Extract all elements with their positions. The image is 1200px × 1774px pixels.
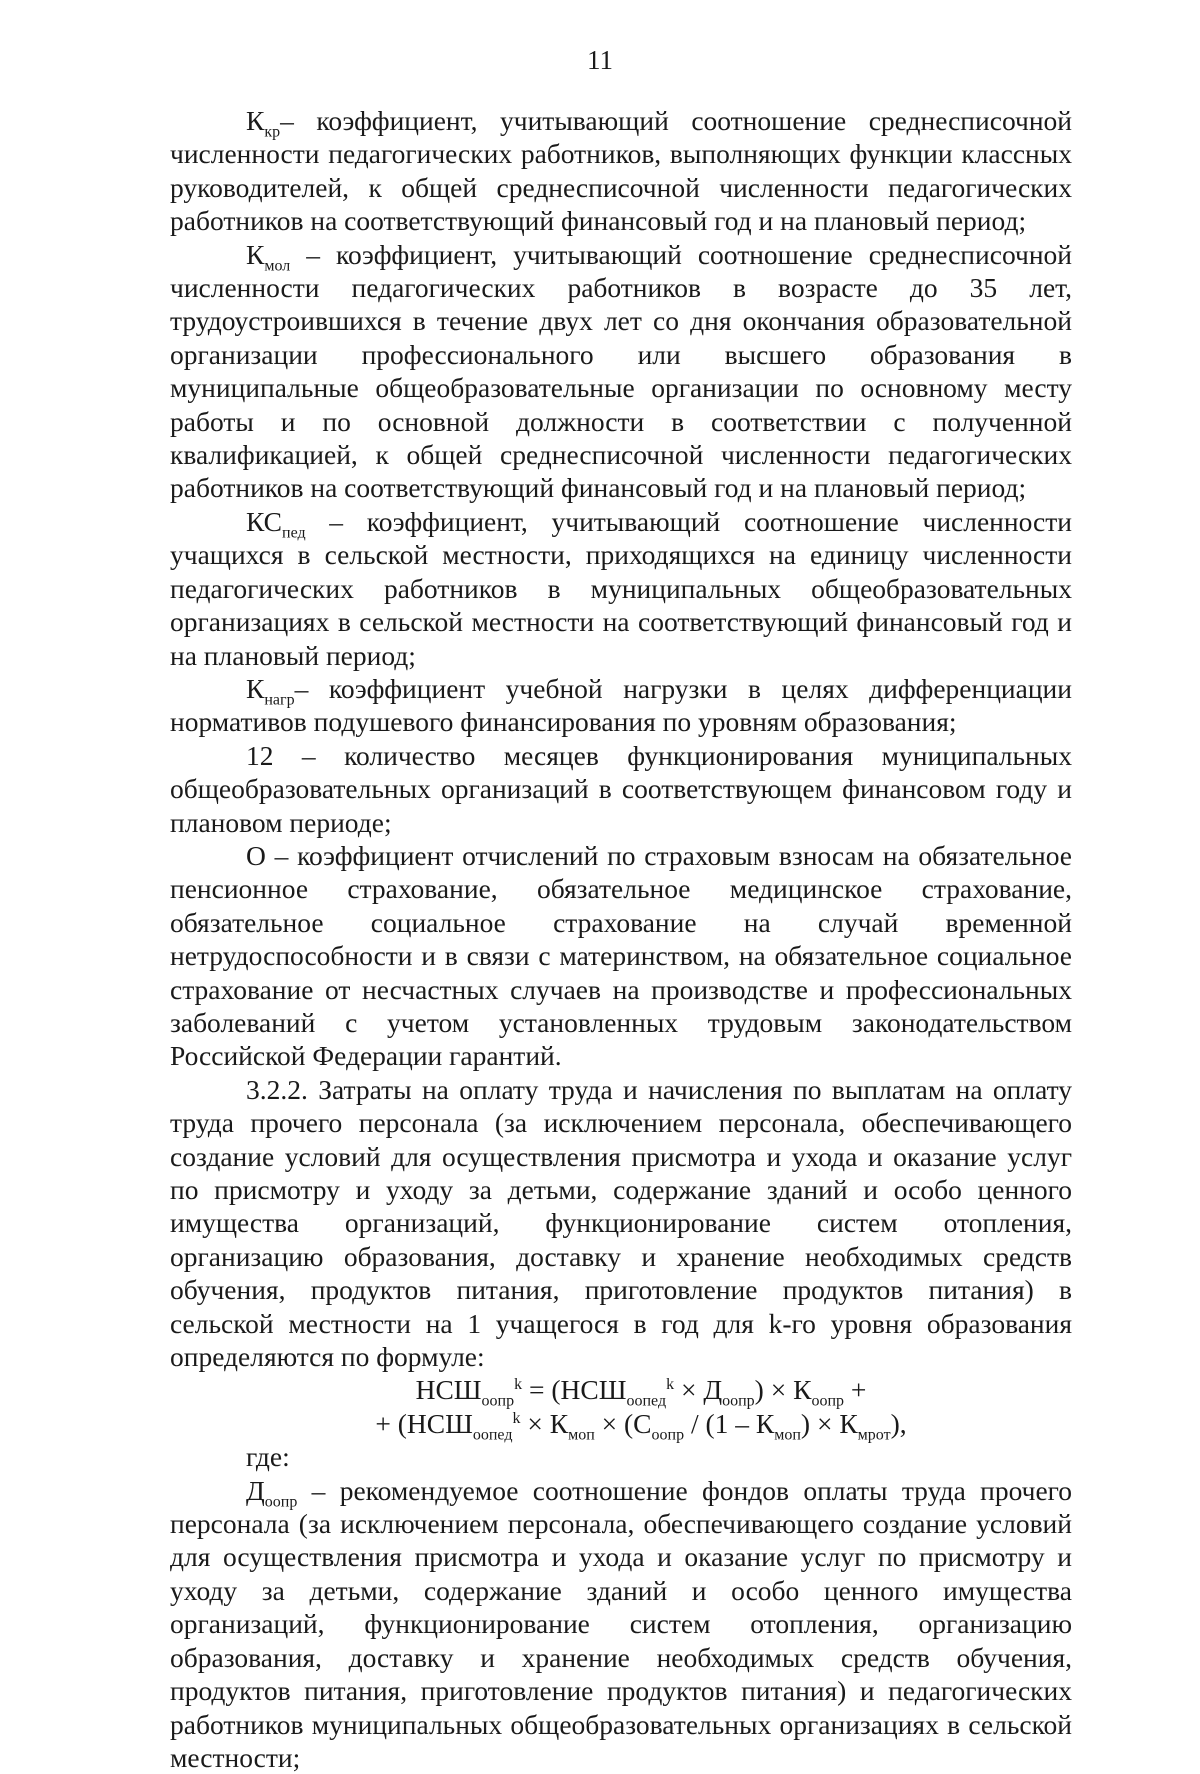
formula-line-1: $НСШ_{оопр}^k = (НСШ_{оопед}^k \times Д_{оопр}) \times К_{оопр}$ + (415, 1374, 867, 1410)
definition-12-months: 12 – количество месяцев функционирования муниципальных общеобразовательных организаций в соответствующем финансовом году и плановом периоде; (170, 739, 1072, 838)
symbol-ks-ped: $КС_{пед}$ (246, 505, 306, 542)
formula-line-2: + ($НСШ_{оопед}^k \times К_{моп} \times (С_{оопр} / (1 - К_{моп}) \times К_{мрот})$, (375, 1407, 907, 1444)
formula (170, 1373, 1072, 1444)
definition-k-mol: $К_{мол}$ – коэффициент, учитывающий соотношение среднесписочной численности педагогических работников в возрасте до 35 лет, трудоустроившихся в течение двух лет со дня окончания образовательной организации профессионального или высшего образования в муниципальные общеобразовательные организации по основному месту работы и по основной должности в соответствии с полученной квалификацией, к общей среднесписочной численности педагогических работников на соответствующий финансовый год и на плановый период; (170, 238, 1072, 504)
document-body (170, 104, 1072, 1774)
definition-k-kr: $К_{кр}-$ коэффициент, учитывающий соотношение среднесписочной численности педагогических работников, выполняющих функции классных руководителей, к общей среднесписочной численности педагогических работников на соответствующий финансовый год и на плановый период; (170, 105, 1072, 237)
definition-ks-ped: $КС_{пед}$ – коэффициент, учитывающий соотношение численности учащихся в сельской местности, приходящихся на единицу численности педагогических работников в муниципальных общеобразовательных организациях в сельской местности на соответствующий финансовый год и на плановый период; (170, 505, 1072, 671)
definition-k-nagr: $К_{нагр}-$ коэффициент учебной нагрузки в целях дифференциации нормативов подушевого финансирования по уровням образования; (170, 672, 1072, 738)
symbol-k-kr: $К_{кр}$ (246, 105, 281, 141)
where-label: где: (246, 1441, 290, 1473)
definition-d-oopr: $Д_{оопр}$ – рекомендуемое соотношение фондов оплаты труда прочего персонала (за исключением персонала, обеспечивающего создание условий для осуществления присмотра и ухода и оказание услуг по присмотру и уходу за детьми, содержание зданий и особо ценного имущества организаций, функционирование систем отопления, организацию образования, доставку и хранение необходимых средств обучения, продуктов питания, приготовление продуктов питания) и педагогических работников муниципальных общеобразовательных организациях в сельской местности; (170, 1474, 1072, 1773)
symbol-k-nagr: $К_{нагр}$ (246, 672, 295, 709)
symbol-k-mol: $К_{мол}$ (246, 238, 291, 275)
definition-o-coefficient: О – коэффициент отчислений по страховым взносам на обязательное пенсионное страхование, обязательное медицинское страхование, обязательное социальное страхование на случай временной нетрудоспособности и в связи с материнством, на обязательное социальное страхование от несчастных случаев на производстве и профессиональных заболеваний с учетом установленных трудовым законодательством Российской Федерации гарантий. (170, 839, 1072, 1072)
section-3-2-2: 3.2.2. Затраты на оплату труда и начисления по выплатам на оплату труда прочего персонала (за исключением персонала, обеспечивающего создание условий для осуществления присмотра и ухода и оказание услуг по присмотру и уходу за детьми, содержание зданий и особо ценного имущества организаций, функционирование систем отопления, организацию образования, доставку и хранение необходимых средств обучения, продуктов питания, приготовление продуктов питания) в сельской местности на 1 учащегося в год для k-го уровня образования определяются по формуле: (170, 1073, 1072, 1373)
page-number: 11 (587, 45, 613, 75)
symbol-d-oopr: $Д_{оопр}$ (246, 1474, 298, 1511)
